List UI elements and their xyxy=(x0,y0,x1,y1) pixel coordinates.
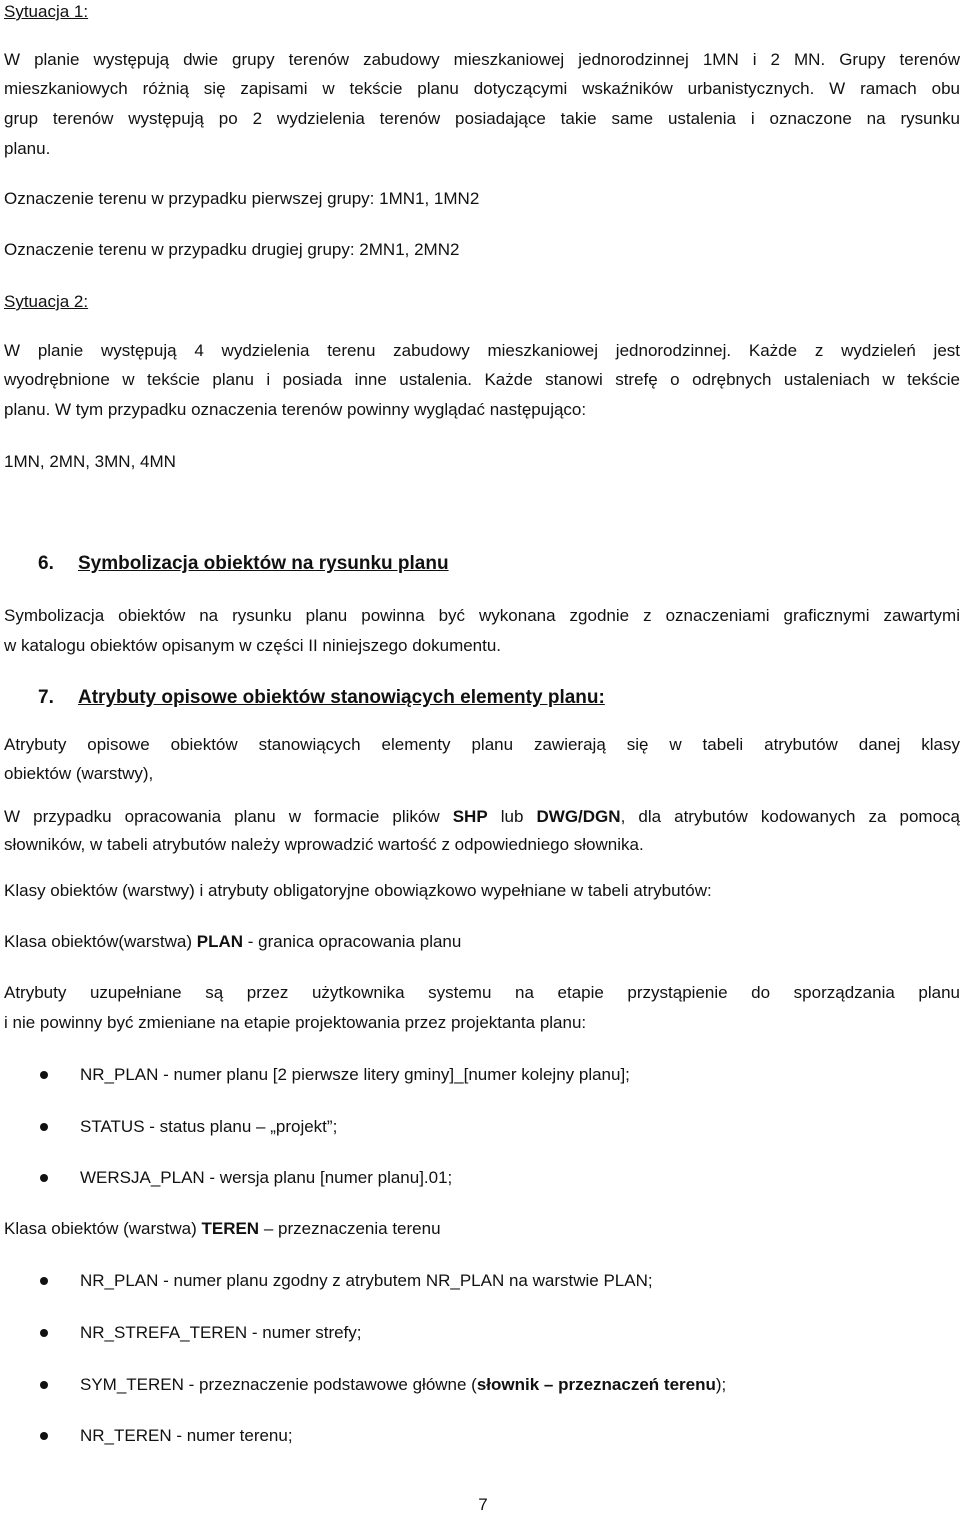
page-number: 7 xyxy=(478,1495,488,1514)
section7-p1-line-1: Atrybuty opisowe obiektów stanowiących elementy planu zawierają się w tabeli atrybutów danej klasy xyxy=(4,735,960,754)
plan-class-name: PLAN xyxy=(196,932,244,951)
teren-item-nr-teren: NR_TEREN - numer terenu; xyxy=(80,1426,293,1445)
shp-format: SHP xyxy=(452,807,488,826)
p2-text-lub: lub xyxy=(487,807,537,826)
bullet-icon xyxy=(40,1123,48,1131)
dwg-format: DWG/DGN xyxy=(536,807,621,826)
teren-item-nr-plan: NR_PLAN - numer planu zgodny z atrybutem NR_PLAN na warstwie PLAN; xyxy=(80,1271,653,1290)
section6-number: 6. xyxy=(38,553,54,574)
section7-p1-line-2: obiektów (warstwy), xyxy=(4,764,154,783)
p2-text-a: W przypadku opracowania planu w formacie plików xyxy=(4,807,453,826)
teren-item-nr-strefa: NR_STREFA_TEREN - numer strefy; xyxy=(80,1323,362,1342)
teren-class-suffix: – przeznaczenia terenu xyxy=(259,1219,441,1238)
bullet-icon xyxy=(40,1432,48,1440)
teren-class-prefix: Klasa obiektów (warstwa) xyxy=(4,1219,202,1238)
sym-text-c: ); xyxy=(715,1375,727,1394)
p2-text-b: , dla atrybutów kodowanych za pomocą xyxy=(620,807,960,826)
plan-item-nr-plan: NR_PLAN - numer planu [2 pierwsze litery gminy]_[numer kolejny planu]; xyxy=(80,1065,630,1084)
situation2-line-2: wyodrębnione w tekście planu i posiada inne ustalenia. Każde stanowi strefę o odrębnych ustaleniach w tekście xyxy=(4,370,960,389)
situation1-line-4: planu. xyxy=(4,139,51,158)
situation2-line-3: planu. W tym przypadku oznaczenia terenów powinny wyglądać następująco: xyxy=(4,400,587,419)
situation1-line-1: W planie występują dwie grupy terenów zabudowy mieszkaniowej jednorodzinnej 1MN i 2 MN. Grupy terenów xyxy=(4,50,960,69)
bullet-icon xyxy=(40,1381,48,1389)
situation2-heading: Sytuacja 2: xyxy=(4,292,89,311)
plan-class-prefix: Klasa obiektów(warstwa) xyxy=(4,932,197,951)
section6-line-2: w katalogu obiektów opisanym w części II niniejszego dokumentu. xyxy=(4,636,502,655)
section6-line-1: Symbolizacja obiektów na rysunku planu powinna być wykonana zgodnie z oznaczeniami graficznymi zawartymi xyxy=(4,606,960,625)
situation1-line-2: mieszkaniowych różnią się zapisami w tekście planu dotyczącymi wskaźników urbanistycznych. W ramach obu xyxy=(4,79,960,98)
section6-heading xyxy=(38,552,449,576)
group2-designation: Oznaczenie terenu w przypadku drugiej grupy: 2MN1, 2MN2 xyxy=(4,240,460,259)
plan-item-wersja: WERSJA_PLAN - wersja planu [numer planu].01; xyxy=(80,1168,453,1187)
plan-class-suffix: - granica opracowania planu xyxy=(243,932,462,951)
situation2-line-1: W planie występują 4 wydzielenia terenu zabudowy mieszkaniowej jednorodzinnej. Każde z wydzieleń jest xyxy=(4,341,960,360)
section7-p4-line-1: Atrybuty uzupełniane są przez użytkownika systemu na etapie przystąpienie do sporządzania planu xyxy=(4,983,960,1002)
plan-class-line xyxy=(4,931,960,953)
section7-p2-line-1 xyxy=(4,806,960,828)
section7-p3: Klasy obiektów (warstwy) i atrybuty obligatoryjne obowiązkowo wypełniane w tabeli atrybutów: xyxy=(4,881,712,900)
bullet-icon xyxy=(40,1174,48,1182)
situation2-example: 1MN, 2MN, 3MN, 4MN xyxy=(4,452,176,471)
group1-designation: Oznaczenie terenu w przypadku pierwszej grupy: 1MN1, 1MN2 xyxy=(4,189,480,208)
situation1-heading: Sytuacja 1: xyxy=(4,2,89,21)
section7-heading xyxy=(38,686,605,710)
teren-class-name: TEREN xyxy=(201,1219,260,1238)
sym-text-a: SYM_TEREN - przeznaczenie podstawowe główne ( xyxy=(80,1375,477,1394)
plan-item-status: STATUS - status planu – „projekt”; xyxy=(80,1117,338,1136)
section7-p4-line-2: i nie powinny być zmieniane na etapie projektowania przez projektanta planu: xyxy=(4,1013,587,1032)
bullet-icon xyxy=(40,1071,48,1079)
section7-p2-line-2: słowników, w tabeli atrybutów należy wprowadzić wartość z odpowiedniego słownika. xyxy=(4,835,644,854)
teren-class-line xyxy=(4,1218,960,1240)
section6-title: Symbolizacja obiektów na rysunku planu xyxy=(78,553,449,574)
sym-dictionary: słownik – przeznaczeń terenu xyxy=(476,1375,716,1394)
section7-number: 7. xyxy=(38,687,54,708)
situation1-line-3: grup terenów występują po 2 wydzielenia terenów posiadające takie same ustalenia i oznaczone na rysunku xyxy=(4,109,960,128)
bullet-icon xyxy=(40,1329,48,1337)
bullet-icon xyxy=(40,1277,48,1285)
section7-title: Atrybuty opisowe obiektów stanowiących elementy planu: xyxy=(78,687,605,708)
teren-item-sym-teren xyxy=(80,1374,726,1396)
